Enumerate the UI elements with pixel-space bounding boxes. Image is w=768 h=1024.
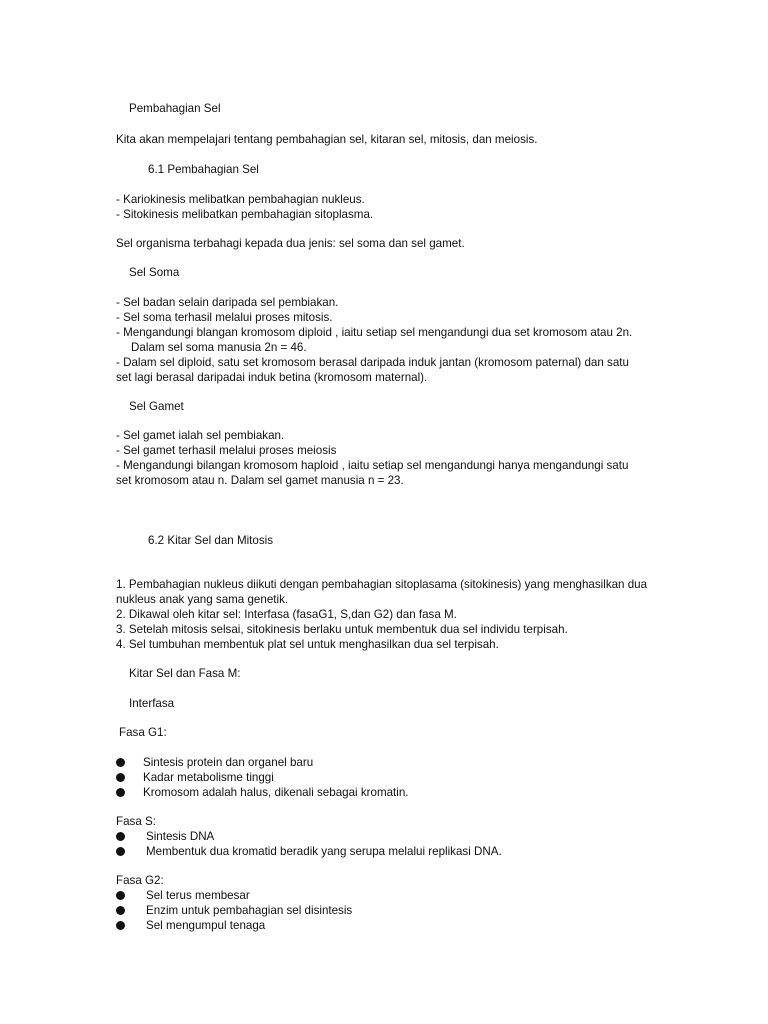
mitosis-line: 1. Pembahagian nukleus diikuti dengan pembahagian sitoplasama (sitokinesis) yang menghasilkan dua bbox=[116, 578, 648, 591]
bullet-icon bbox=[116, 773, 125, 782]
gamet-line: - Mengandungi bilangan kromosom haploid , iaitu setiap sel mengandungi hanya mengandungi satu bbox=[116, 459, 629, 472]
sel-gamet-heading: Sel Gamet bbox=[129, 400, 184, 413]
mitosis-line: 3. Setelah mitosis selsai, sitokinesis berlaku untuk membentuk dua sel individu terpisah. bbox=[116, 623, 568, 636]
list-item-text: Membentuk dua kromatid beradik yang serupa melalui replikasi DNA. bbox=[146, 845, 502, 858]
soma-line: Dalam sel soma manusia 2n = 46. bbox=[131, 341, 307, 354]
section-heading-6-1: 6.1 Pembahagian Sel bbox=[148, 163, 259, 176]
kitar-sel-heading: Kitar Sel dan Fasa M: bbox=[129, 667, 241, 680]
cell-types-paragraph: Sel organisma terbahagi kepada dua jenis: sel soma dan sel gamet. bbox=[116, 237, 465, 250]
bullet-icon bbox=[116, 758, 125, 767]
mitosis-line: nukleus anak yang sama genetik. bbox=[116, 593, 289, 606]
bullet-icon bbox=[116, 847, 125, 856]
bullet-icon bbox=[116, 921, 125, 930]
fasa-s-heading: Fasa S: bbox=[116, 815, 156, 828]
fasa-g1-heading: Fasa G1: bbox=[119, 726, 167, 739]
soma-line: - Dalam sel diploid, satu set kromosom berasal daripada induk jantan (kromosom paternal) dan satu bbox=[116, 356, 629, 369]
bullet-icon bbox=[116, 906, 125, 915]
list-item-text: Sintesis DNA bbox=[146, 830, 215, 843]
list-item-text: Kromosom adalah halus, dikenali sebagai kromatin. bbox=[143, 786, 409, 799]
soma-line: set lagi berasal daripadai induk betina (kromosom maternal). bbox=[116, 371, 428, 384]
mitosis-line: 4. Sel tumbuhan membentuk plat sel untuk menghasilkan dua sel terpisah. bbox=[116, 638, 499, 651]
list-item-text: Enzim untuk pembahagian sel disintesis bbox=[146, 904, 353, 917]
soma-line: - Sel soma terhasil melalui proses mitosis. bbox=[116, 311, 333, 324]
gamet-line: - Sel gamet ialah sel pembiakan. bbox=[116, 429, 285, 442]
list-item-text: Kadar metabolisme tinggi bbox=[143, 771, 274, 784]
fasa-g2-heading: Fasa G2: bbox=[116, 874, 164, 887]
list-item-text: Sel terus membesar bbox=[146, 889, 250, 902]
section1-line: - Kariokinesis melibatkan pembahagian nukleus. bbox=[116, 193, 365, 206]
soma-line: - Sel badan selain daripada sel pembiakan. bbox=[116, 296, 339, 309]
bullet-icon bbox=[116, 891, 125, 900]
section1-line: - Sitokinesis melibatkan pembahagian sitoplasma. bbox=[116, 208, 374, 221]
bullet-icon bbox=[116, 832, 125, 841]
mitosis-line: 2. Dikawal oleh kitar sel: Interfasa (fasaG1, S,dan G2) dan fasa M. bbox=[116, 608, 457, 621]
list-item-text: Sintesis protein dan organel baru bbox=[143, 756, 314, 769]
soma-line: - Mengandungi blangan kromosom diploid , iaitu setiap sel mengandungi dua set kromosom atau 2n. bbox=[116, 326, 633, 339]
sel-soma-heading: Sel Soma bbox=[129, 266, 180, 279]
gamet-line: set kromosom atau n. Dalam sel gamet manusia n = 23. bbox=[116, 474, 404, 487]
section-heading-6-2: 6.2 Kitar Sel dan Mitosis bbox=[148, 534, 274, 547]
intro-paragraph: Kita akan mempelajari tentang pembahagian sel, kitaran sel, mitosis, dan meiosis. bbox=[116, 133, 538, 146]
document-title: Pembahagian Sel bbox=[129, 102, 221, 115]
gamet-line: - Sel gamet terhasil melalui proses meiosis bbox=[116, 444, 337, 457]
list-item-text: Sel mengumpul tenaga bbox=[146, 919, 266, 932]
interfasa-heading: Interfasa bbox=[129, 697, 175, 710]
bullet-icon bbox=[116, 788, 125, 797]
